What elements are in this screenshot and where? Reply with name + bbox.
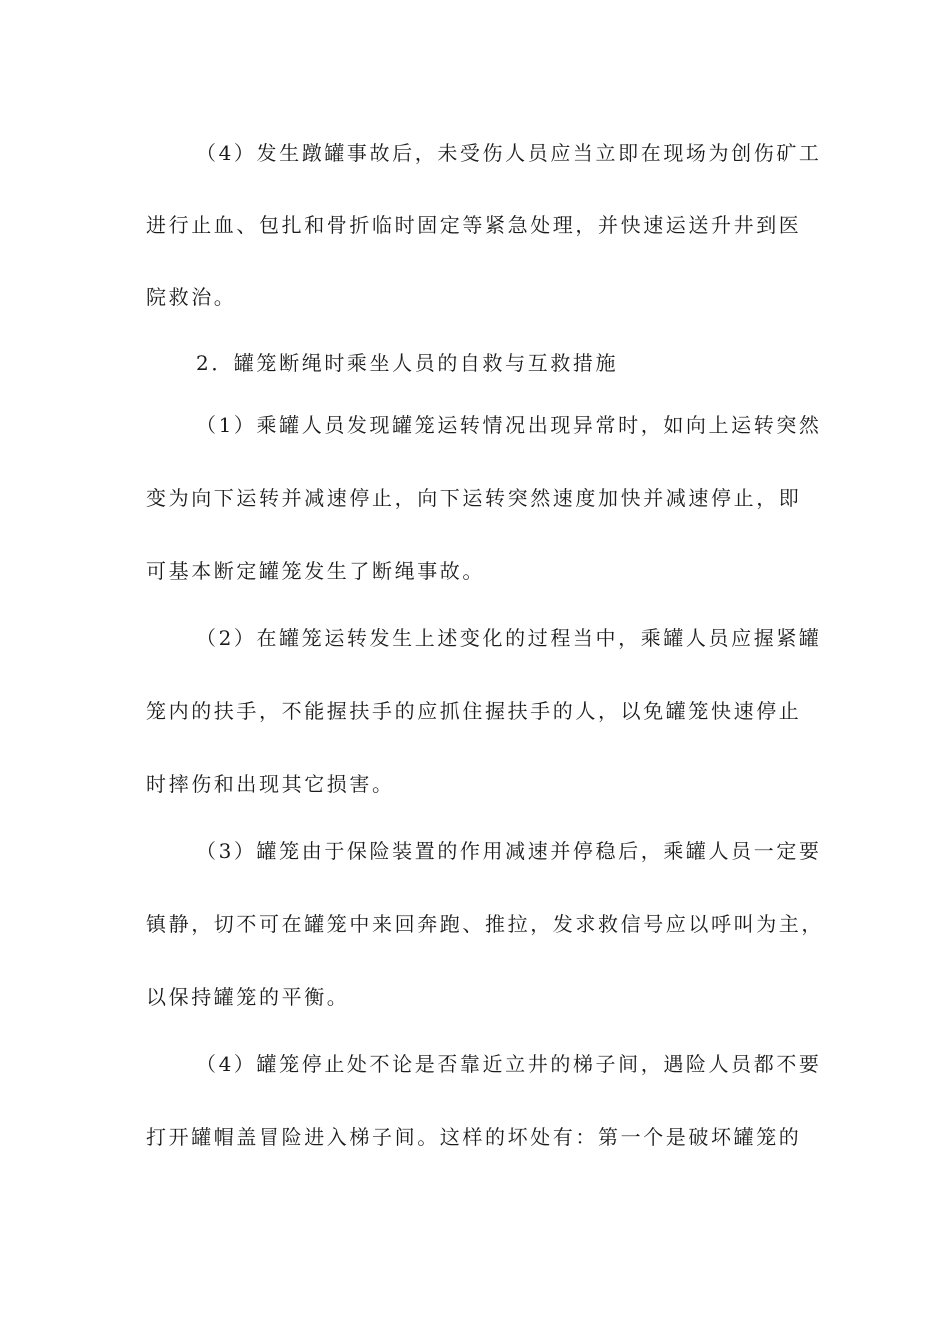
- paragraph-line: 变为向下运转并减速停止，向下运转突然速度加快并减速停止，即: [146, 486, 802, 510]
- section-heading: 2．罐笼断绳时乘坐人员的自救与互救措施: [196, 351, 619, 375]
- paragraph-line: （4）罐笼停止处不论是否靠近立井的梯子间，遇险人员都不要: [196, 1052, 822, 1076]
- paragraph-line: 时摔伤和出现其它损害。: [146, 772, 395, 796]
- paragraph-line: 进行止血、包扎和骨折临时固定等紧急处理，并快速运送升井到医: [146, 213, 802, 237]
- paragraph-line: （4）发生蹾罐事故后，未受伤人员应当立即在现场为创伤矿工: [196, 141, 822, 165]
- paragraph-line: 可基本断定罐笼发生了断绳事故。: [146, 559, 485, 583]
- paragraph-line: 打开罐帽盖冒险进入梯子间。这样的坏处有：第一个是破坏罐笼的: [146, 1125, 802, 1149]
- paragraph-line: 笼内的扶手，不能握扶手的应抓住握扶手的人，以免罐笼快速停止: [146, 699, 802, 723]
- paragraph-line: 以保持罐笼的平衡。: [146, 985, 350, 1009]
- paragraph-line: 镇静，切不可在罐笼中来回奔跑、推拉，发求救信号应以呼叫为主，: [146, 912, 824, 936]
- paragraph-line: （1）乘罐人员发现罐笼运转情况出现异常时，如向上运转突然: [196, 413, 822, 437]
- paragraph-line: （3）罐笼由于保险装置的作用减速并停稳后，乘罐人员一定要: [196, 839, 822, 863]
- paragraph-line: （2）在罐笼运转发生上述变化的过程当中，乘罐人员应握紧罐: [196, 626, 822, 650]
- paragraph-line: 院救治。: [146, 285, 237, 309]
